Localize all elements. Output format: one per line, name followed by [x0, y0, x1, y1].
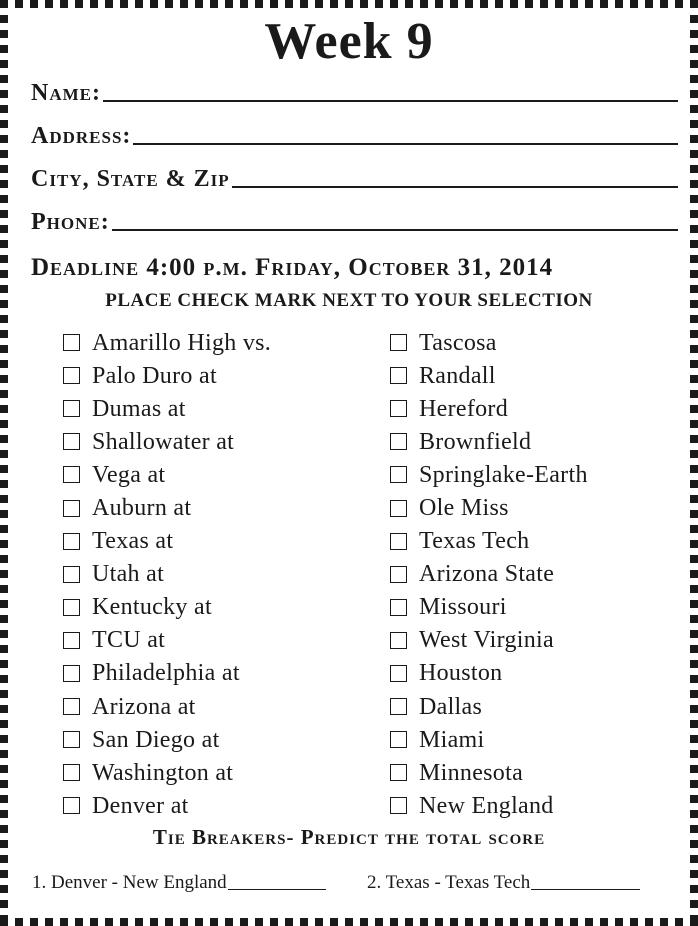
address-line[interactable]: [133, 142, 678, 145]
away-team-label: Houston: [419, 660, 503, 687]
home-team-label: Amarillo High vs.: [92, 329, 272, 356]
city-state-zip-field[interactable]: [31, 158, 678, 192]
away-team-label: Ole Miss: [419, 495, 509, 522]
checkbox[interactable]: [390, 466, 407, 483]
checkbox[interactable]: [390, 665, 407, 682]
checkbox[interactable]: [63, 731, 80, 748]
home-team-option[interactable]: [63, 657, 271, 690]
tiebreaker-1-blank[interactable]: [228, 889, 326, 890]
home-team-option[interactable]: [63, 756, 271, 789]
tiebreaker-1-label: 1. Denver - New England: [32, 872, 227, 893]
checkbox[interactable]: [390, 433, 407, 450]
away-team-column: [390, 326, 588, 822]
away-team-label: Arizona State: [419, 561, 555, 588]
phone-label: Phone:: [31, 209, 110, 235]
name-line[interactable]: [103, 99, 678, 102]
home-team-option[interactable]: [63, 458, 271, 491]
checkbox[interactable]: [63, 665, 80, 682]
border-right: [690, 0, 698, 926]
home-team-option[interactable]: [63, 789, 271, 822]
border-top: [0, 0, 698, 8]
home-team-column: [63, 326, 271, 822]
away-team-option[interactable]: [390, 558, 588, 591]
home-team-label: San Diego at: [92, 726, 220, 753]
away-team-option[interactable]: [390, 425, 588, 458]
checkbox[interactable]: [390, 764, 407, 781]
home-team-option[interactable]: [63, 359, 271, 392]
away-team-option[interactable]: [390, 657, 588, 690]
away-team-label: Texas Tech: [419, 528, 530, 555]
checkbox[interactable]: [63, 533, 80, 550]
away-team-option[interactable]: [390, 392, 588, 425]
home-team-label: Arizona at: [92, 693, 196, 720]
checkbox[interactable]: [390, 500, 407, 517]
checkbox[interactable]: [63, 599, 80, 616]
border-left: [0, 0, 8, 926]
home-team-option[interactable]: [63, 392, 271, 425]
away-team-label: New England: [419, 792, 554, 819]
tiebreaker-title: Tie Breakers- Predict the total score: [152, 825, 546, 849]
checkbox[interactable]: [63, 500, 80, 517]
away-team-label: Springlake-Earth: [419, 461, 588, 488]
home-team-option[interactable]: [63, 558, 271, 591]
away-team-option[interactable]: [390, 326, 588, 359]
home-team-option[interactable]: [63, 425, 271, 458]
checkbox[interactable]: [390, 599, 407, 616]
checkbox[interactable]: [390, 797, 407, 814]
away-team-label: Minnesota: [419, 759, 524, 786]
away-team-option[interactable]: [390, 723, 588, 756]
address-label: Address:: [31, 123, 132, 149]
home-team-option[interactable]: [63, 491, 271, 524]
name-label: Name:: [31, 80, 101, 106]
checkbox[interactable]: [390, 731, 407, 748]
home-team-label: Vega at: [92, 461, 166, 488]
page-title: Week 9: [264, 13, 434, 70]
checkbox[interactable]: [63, 367, 80, 384]
away-team-option[interactable]: [390, 756, 588, 789]
home-team-label: Kentucky at: [92, 594, 212, 621]
home-team-label: Washington at: [92, 759, 234, 786]
border-bottom: [0, 918, 698, 926]
home-team-label: Shallowater at: [92, 428, 235, 455]
home-team-option[interactable]: [63, 326, 271, 359]
home-team-option[interactable]: [63, 690, 271, 723]
checkbox[interactable]: [63, 632, 80, 649]
checkbox[interactable]: [63, 334, 80, 351]
home-team-label: Denver at: [92, 792, 189, 819]
phone-line[interactable]: [112, 228, 678, 231]
instruction: PLACE CHECK MARK NEXT TO YOUR SELECTION: [105, 290, 593, 311]
checkbox[interactable]: [63, 466, 80, 483]
away-team-label: Dallas: [419, 693, 483, 720]
deadline: Deadline 4:00 p.m. Friday, October 31, 2014: [31, 254, 554, 281]
home-team-label: Utah at: [92, 561, 165, 588]
away-team-label: West Virginia: [419, 627, 554, 654]
checkbox[interactable]: [63, 433, 80, 450]
checkbox[interactable]: [63, 698, 80, 715]
name-field[interactable]: [31, 72, 678, 106]
city-state-zip-line[interactable]: [232, 185, 678, 188]
home-team-option[interactable]: [63, 591, 271, 624]
checkbox[interactable]: [390, 632, 407, 649]
checkbox[interactable]: [390, 367, 407, 384]
away-team-option[interactable]: [390, 789, 588, 822]
phone-field[interactable]: [31, 201, 678, 235]
away-team-label: Missouri: [419, 594, 507, 621]
checkbox[interactable]: [390, 400, 407, 417]
away-team-label: Randall: [419, 362, 496, 389]
away-team-option[interactable]: [390, 458, 588, 491]
away-team-option[interactable]: [390, 359, 588, 392]
address-field[interactable]: [31, 115, 678, 149]
checkbox[interactable]: [63, 566, 80, 583]
away-team-option[interactable]: [390, 591, 588, 624]
checkbox[interactable]: [63, 764, 80, 781]
home-team-label: Philadelphia at: [92, 660, 240, 687]
tiebreaker-2-blank[interactable]: [531, 889, 640, 890]
tiebreaker-2[interactable]: [367, 872, 640, 894]
home-team-option[interactable]: [63, 525, 271, 558]
checkbox[interactable]: [390, 698, 407, 715]
checkbox[interactable]: [390, 533, 407, 550]
checkbox[interactable]: [63, 400, 80, 417]
away-team-label: Tascosa: [419, 329, 497, 356]
home-team-label: TCU at: [92, 627, 166, 654]
checkbox[interactable]: [390, 566, 407, 583]
away-team-option[interactable]: [390, 624, 588, 657]
tiebreaker-1[interactable]: [32, 872, 326, 894]
away-team-option[interactable]: [390, 525, 588, 558]
home-team-option[interactable]: [63, 624, 271, 657]
home-team-label: Auburn at: [92, 495, 192, 522]
checkbox[interactable]: [63, 797, 80, 814]
home-team-label: Texas at: [92, 528, 174, 555]
tiebreaker-2-label: 2. Texas - Texas Tech: [367, 872, 531, 893]
home-team-label: Palo Duro at: [92, 362, 217, 389]
home-team-label: Dumas at: [92, 395, 186, 422]
checkbox[interactable]: [390, 334, 407, 351]
away-team-label: Hereford: [419, 395, 509, 422]
away-team-label: Brownfield: [419, 428, 532, 455]
away-team-option[interactable]: [390, 491, 588, 524]
away-team-option[interactable]: [390, 690, 588, 723]
home-team-option[interactable]: [63, 723, 271, 756]
away-team-label: Miami: [419, 726, 485, 753]
city-state-zip-label: City, State & Zip: [31, 166, 230, 192]
